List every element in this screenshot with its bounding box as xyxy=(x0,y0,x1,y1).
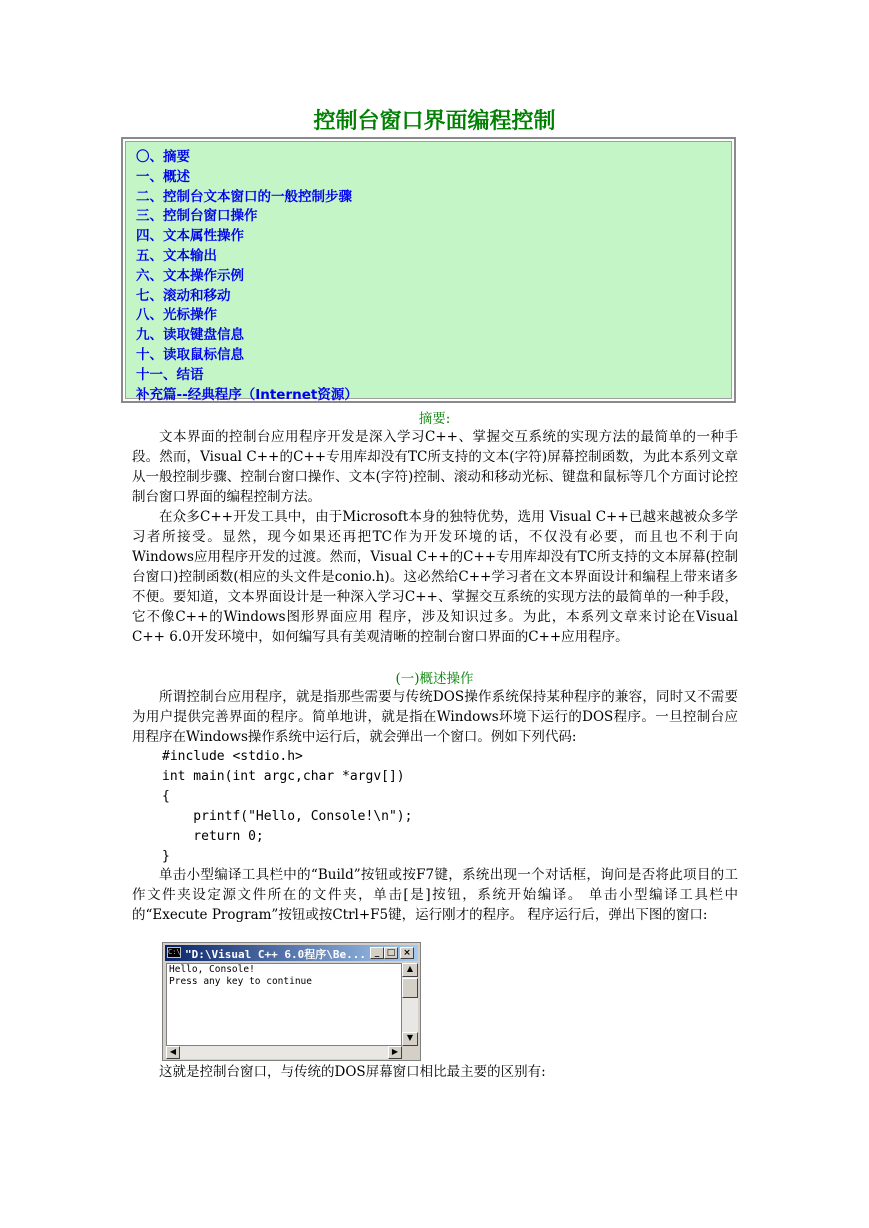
scroll-down-icon: ▼ xyxy=(402,1032,418,1046)
toc-link-mouse[interactable]: 十、读取鼠标信息 xyxy=(136,346,244,363)
toc-panel xyxy=(125,141,732,403)
scroll-up-icon: ▲ xyxy=(402,963,418,977)
toc-link-supplement[interactable]: 补充篇--经典程序（Internet资源） xyxy=(136,386,358,403)
toc-link-text-attributes[interactable]: 四、文本属性操作 xyxy=(136,228,244,245)
console-app-icon: C:\ xyxy=(168,948,181,956)
code-line: int main(int argc,char *argv[]) xyxy=(162,769,405,784)
toc-link-conclusion[interactable]: 十一、结语 xyxy=(136,366,204,383)
console-window-screenshot xyxy=(162,942,421,1061)
toc-link-general-steps[interactable]: 二、控制台文本窗口的一般控制步骤 xyxy=(136,188,352,205)
toc-link-keyboard[interactable]: 九、读取键盘信息 xyxy=(136,327,244,344)
console-output-line: Hello, Console! xyxy=(169,964,255,975)
toc-link-scroll-move[interactable]: 七、滚动和移动 xyxy=(136,287,231,304)
code-line: return 0; xyxy=(162,829,264,844)
page-title: 控制台窗口界面编程控制 xyxy=(313,109,556,134)
console-title-bar xyxy=(165,945,418,961)
toc-link-cursor[interactable]: 八、光标操作 xyxy=(136,307,217,324)
horizontal-scrollbar xyxy=(166,1046,402,1059)
console-output-area xyxy=(166,963,402,1046)
code-line: { xyxy=(162,789,170,804)
close-icon: × xyxy=(400,947,414,959)
scroll-right-icon: ▶ xyxy=(388,1046,402,1059)
closing-paragraph: 这就是控制台窗口，与传统的DOS屏幕窗口相比最主要的区别有: xyxy=(159,1064,546,1080)
section-heading-overview: (一)概述操作 xyxy=(395,671,474,687)
code-line: #include <stdio.h> xyxy=(162,749,303,764)
toc-link-text-output[interactable]: 五、文本输出 xyxy=(136,247,217,264)
console-title: "D:\Visual C++ 6.0程序\Be... xyxy=(185,948,366,961)
toc-link-window-ops[interactable]: 三、控制台窗口操作 xyxy=(136,208,258,225)
toc-link-abstract[interactable]: 〇、摘要 xyxy=(136,149,190,165)
table-of-contents xyxy=(121,137,736,403)
vertical-scrollbar xyxy=(402,963,418,1046)
overview-paragraph-2: 单击小型编译工具栏中的“Build”按钮或按F7键，系统出现一个对话框，询问是否将此项目的工作文件夹设定源文件所在的文件夹，单击[是]按钮，系统开始编译。 单击小型编译工具栏中的“Execute Program”按钮或按Ctrl+F5键，运行刚才的程序。 程序运行后，弹出下图的窗口: xyxy=(132,867,738,923)
console-output-line: Press any key to continue xyxy=(169,976,312,987)
toc-link-text-examples[interactable]: 六、文本操作示例 xyxy=(136,267,244,284)
scroll-left-icon: ◀ xyxy=(166,1046,180,1059)
minimize-icon: _ xyxy=(370,947,384,959)
toc-link-overview[interactable]: 一、概述 xyxy=(136,168,190,185)
section-heading-abstract: 摘要: xyxy=(418,411,451,427)
code-line: printf("Hello, Console!\n"); xyxy=(162,809,413,824)
maximize-icon: □ xyxy=(384,947,398,959)
abstract-paragraph-1: 文本界面的控制台应用程序开发是深入学习C++、掌握交互系统的实现方法的最简单的一种手段。然而，Visual C++的C++专用库却没有TC所支持的文本(字符)屏幕控制函数，为此本系列文章从一般控制步骤、控制台窗口操作、文本(字符)控制、滚动和移动光标、键盘和鼠标等几个方面讨论控制台窗口界面的编程控制方法。 xyxy=(132,429,738,505)
code-line: } xyxy=(162,849,170,864)
overview-paragraph-1: 所谓控制台应用程序，就是指那些需要与传统DOS操作系统保持某种程序的兼容，同时又不需要为用户提供完善界面的程序。简单地讲，就是指在Windows环境下运行的DOS程序。一旦控制台应用程序在Windows操作系统中运行后，就会弹出一个窗口。例如下列代码: xyxy=(132,689,738,745)
scroll-thumb xyxy=(402,978,418,998)
abstract-paragraph-2: 在众多C++开发工具中，由于Microsoft本身的独特优势，选用 Visual C++已越来越被众多学习者所接受。显然，现今如果还再把TC作为开发环境的话，不仅没有必要，而且也不利于向Windows应用程序开发的过渡。然而，Visual C++的C++专用库却没有TC所支持的文本屏幕(控制台窗口)控制函数(相应的头文件是conio.h)。这必然给C++学习者在文本界面设计和编程上带来诸多不便。要知道，文本界面设计是一种深入学习C++、掌握交互系统的实现方法的最简单的一种手段，它不像C++的Windows图形界面应用 程序，涉及知识过多。为此，本系列文章来讨论在Visual C++ 6.0开发环境中，如何编写具有美观清晰的控制台窗口界面的C++应用程序。 xyxy=(132,509,738,645)
